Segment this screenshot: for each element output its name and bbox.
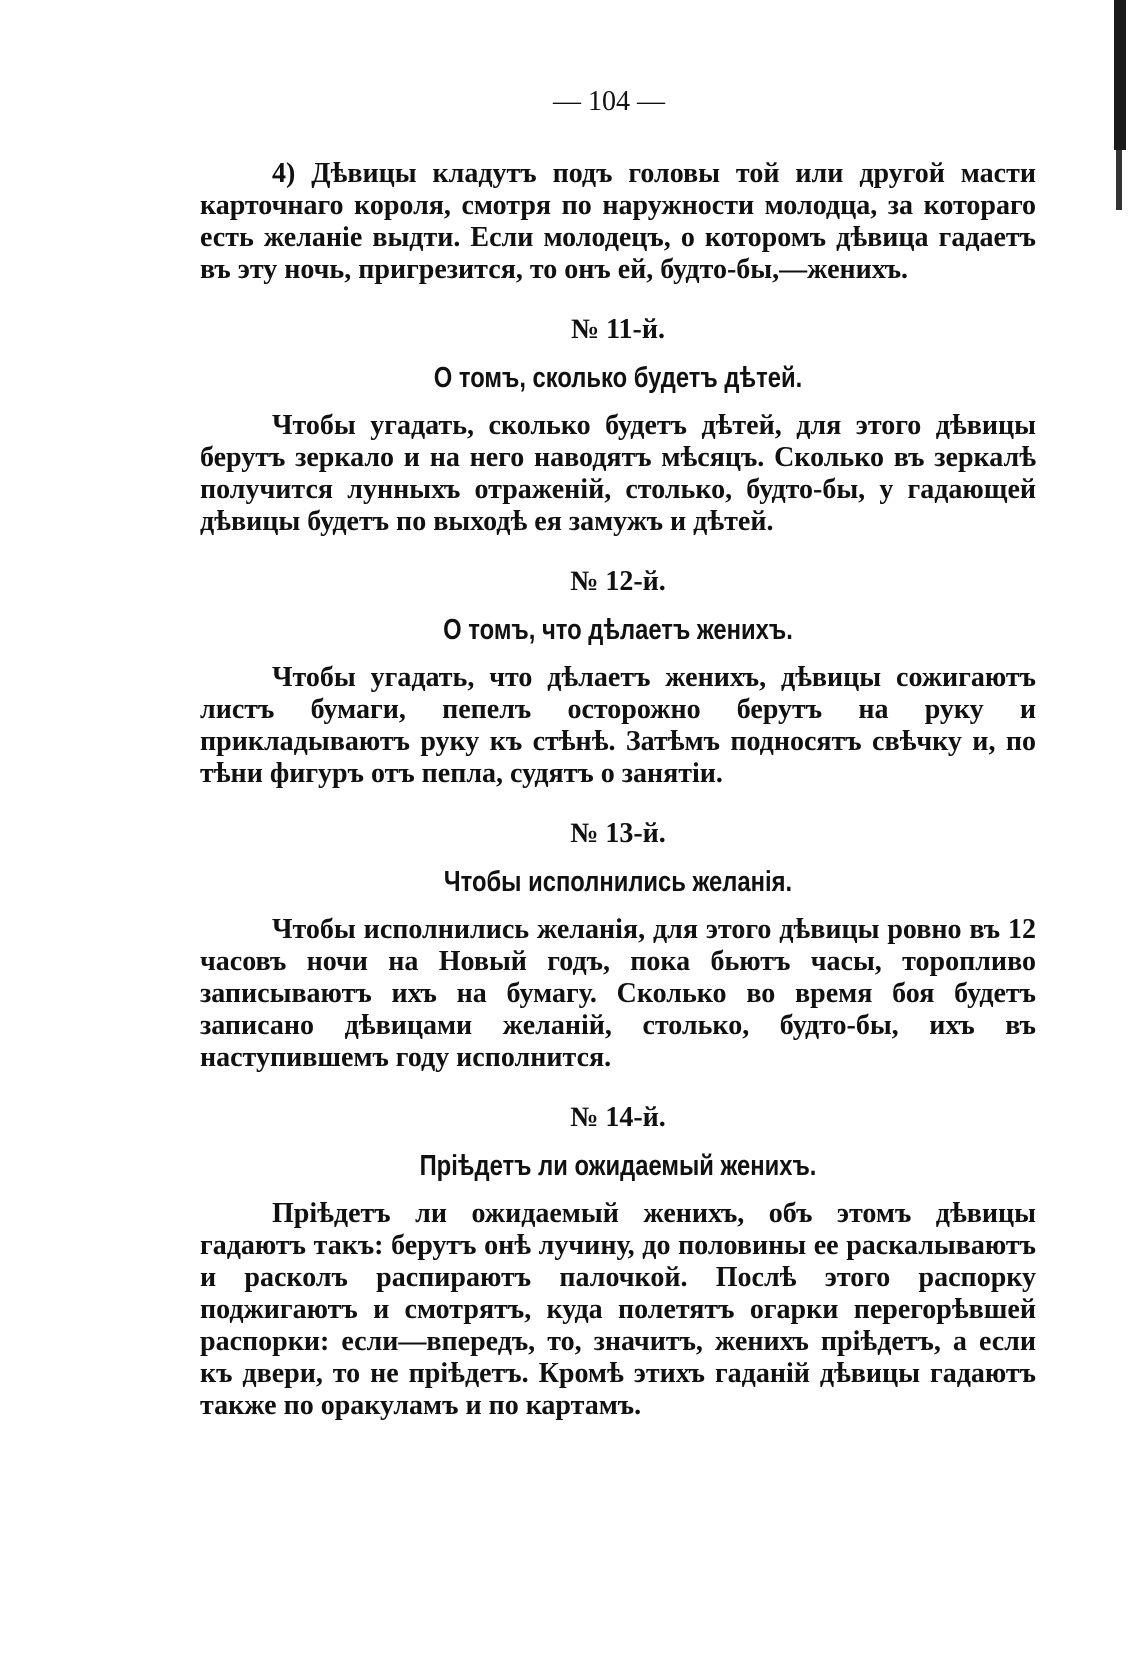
page-edge-shadow-lower	[1116, 150, 1122, 210]
section-number: № 12-й.	[570, 566, 666, 597]
section-paragraph: Пріѣдетъ ли ожидаемый женихъ, объ этомъ дѣвицы гадаютъ такъ: берутъ онѣ лучину, до половины ее раскалываютъ и расколъ распираютъ палочкой. Послѣ этого распорку поджигаютъ и смотрятъ, куда полетятъ огарки перегорѣвшей распорки: если—впередъ, то, значитъ, женихъ пріѣдетъ, а если къ двери, то не пріѣдетъ. Кромѣ этихъ гаданій дѣвицы гадаютъ также по оракуламъ и по картамъ.	[200, 1198, 1036, 1421]
section-title: Чтобы исполнились желанія.	[443, 866, 793, 898]
section-14	[200, 1102, 1036, 1422]
section-12	[200, 566, 1036, 790]
page-number: — 104 —	[553, 86, 665, 117]
section-title: О томъ, сколько будетъ дѣтей.	[433, 362, 803, 394]
section-number: № 11-й.	[570, 314, 666, 345]
section-paragraph: Чтобы исполнились желанія, для этого дѣвицы ровно въ 12 часовъ ночи на Новый годъ, пока бьютъ часы, торопливо записываютъ ихъ на бумагу. Сколько во время боя будетъ записано дѣвицами желаній, столько, будто-бы, ихъ въ наступившемъ году исполнится.	[200, 914, 1036, 1073]
section-number: № 13-й.	[570, 818, 666, 849]
section-13	[200, 818, 1036, 1074]
section-title: О томъ, что дѣлаетъ женихъ.	[443, 614, 793, 646]
section-paragraph: Чтобы угадать, что дѣлаетъ женихъ, дѣвицы сожигаютъ листъ бумаги, пепелъ осторожно берутъ на руку и прикладываютъ руку къ стѣнѣ. Затѣмъ подносятъ свѣчку и, по тѣни фигуръ отъ пепла, судятъ о занятіи.	[200, 662, 1036, 789]
text-block	[200, 86, 1036, 1422]
section-11	[200, 314, 1036, 538]
page-edge-shadow	[1114, 0, 1126, 150]
section-title: Пріѣдетъ ли ожидаемый женихъ.	[419, 1150, 817, 1182]
section-number: № 14-й.	[570, 1102, 666, 1133]
intro-paragraph: 4) Дѣвицы кладутъ подъ головы той или другой масти карточнаго короля, смотря по наружности молодца, за котораго есть желаніе выдти. Если молодецъ, о которомъ дѣвица гадаетъ въ эту ночь, пригрезится, то онъ ей, будто-бы,—женихъ.	[200, 158, 1036, 285]
section-paragraph: Чтобы угадать, сколько будетъ дѣтей, для этого дѣвицы берутъ зеркало и на него наводятъ мѣсяцъ. Сколько въ зеркалѣ получится лунныхъ отраженій, столько, будто-бы, у гадающей дѣвицы будетъ по выходѣ ея замужъ и дѣтей.	[200, 410, 1036, 537]
